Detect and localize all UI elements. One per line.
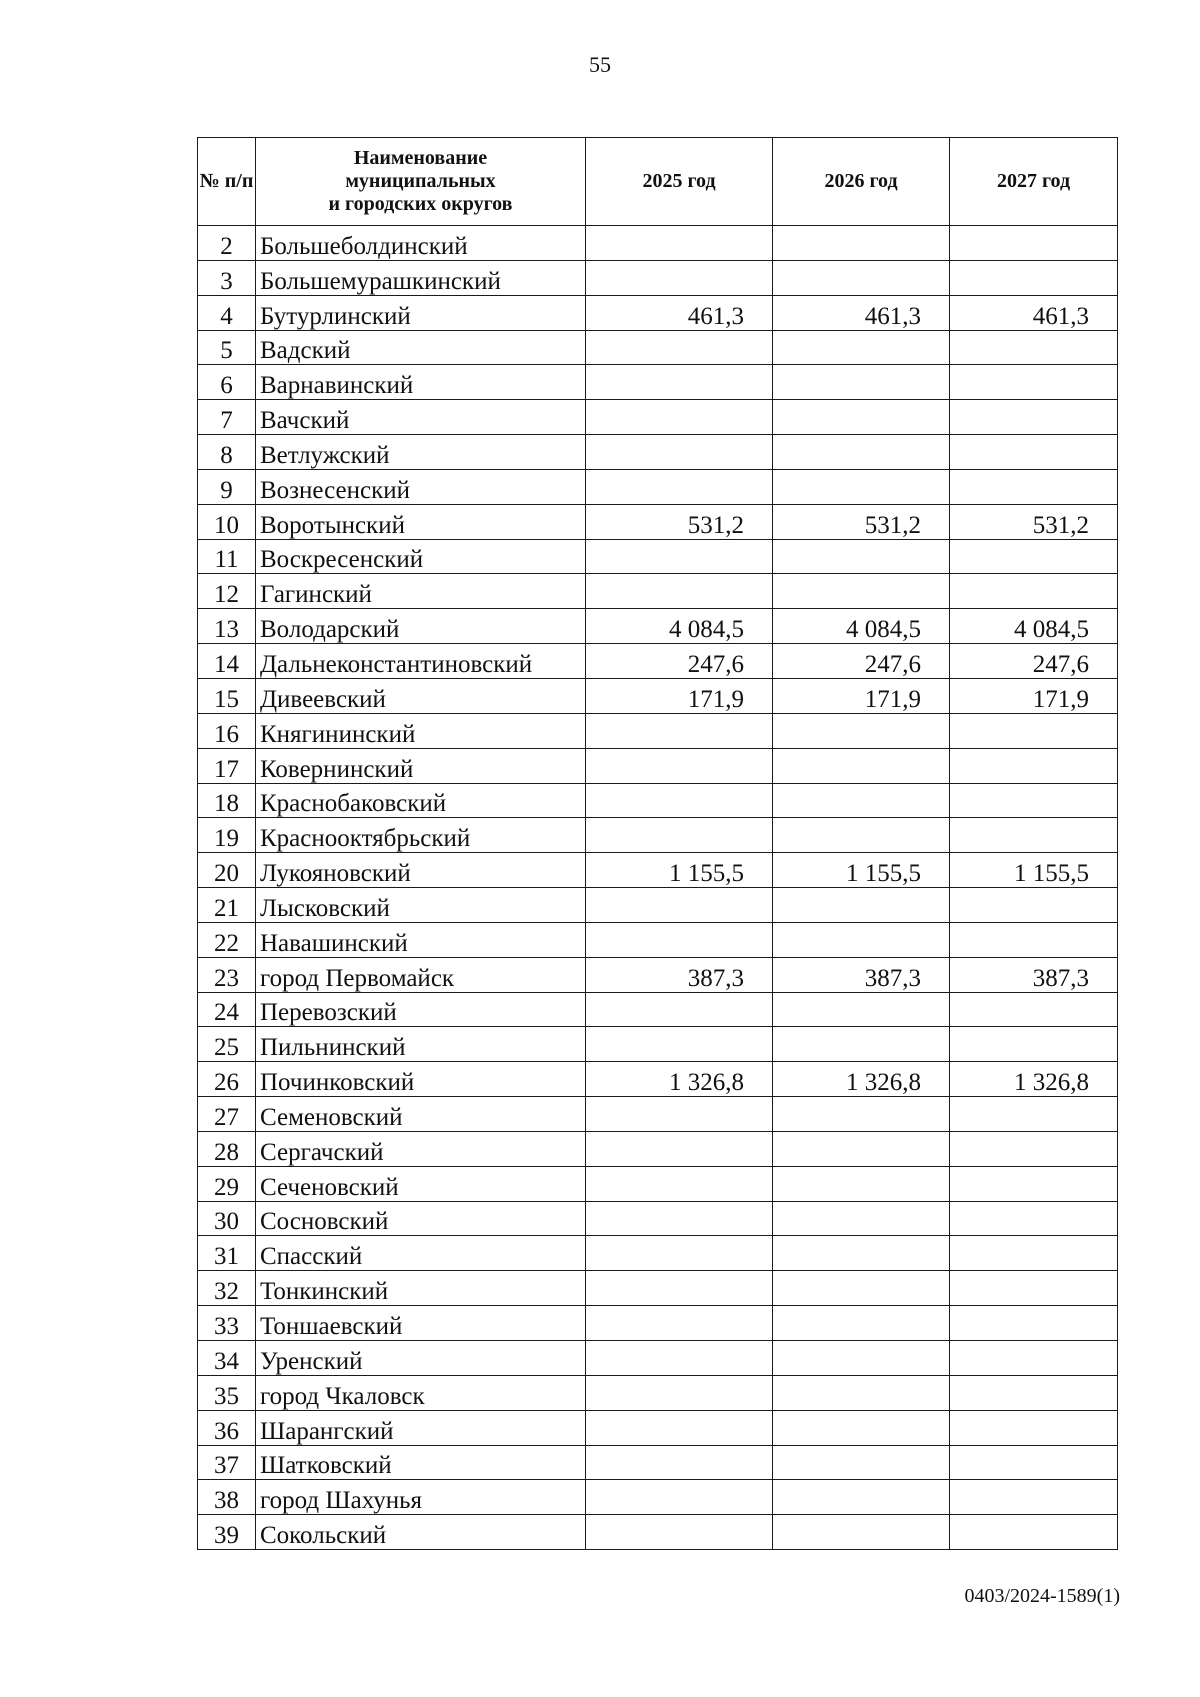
row-value-2025 bbox=[586, 226, 773, 261]
table-row bbox=[198, 574, 1118, 609]
row-value-2025: 387,3 bbox=[586, 957, 773, 992]
table-row bbox=[198, 1097, 1118, 1132]
header-name-line-3: и городских округов bbox=[328, 193, 513, 215]
row-value-2027: 4 084,5 bbox=[950, 609, 1118, 644]
table-row bbox=[198, 504, 1118, 539]
row-value-2027 bbox=[950, 748, 1118, 783]
row-number: 33 bbox=[198, 1306, 256, 1341]
row-district-name: Шатковский bbox=[256, 1445, 586, 1480]
row-value-2026 bbox=[773, 400, 950, 435]
row-number: 17 bbox=[198, 748, 256, 783]
row-value-2025 bbox=[586, 1341, 773, 1376]
row-number: 39 bbox=[198, 1515, 256, 1550]
table-row bbox=[198, 539, 1118, 574]
row-value-2025 bbox=[586, 1201, 773, 1236]
row-district-name: Починковский bbox=[256, 1062, 586, 1097]
row-value-2027 bbox=[950, 1410, 1118, 1445]
row-value-2025: 461,3 bbox=[586, 295, 773, 330]
row-value-2027 bbox=[950, 539, 1118, 574]
row-value-2026 bbox=[773, 1375, 950, 1410]
row-value-2025 bbox=[586, 1410, 773, 1445]
row-value-2026 bbox=[773, 1410, 950, 1445]
page-number: 55 bbox=[589, 52, 611, 77]
row-value-2027 bbox=[950, 1480, 1118, 1515]
row-value-2026 bbox=[773, 888, 950, 923]
row-district-name: Тоншаевский bbox=[256, 1306, 586, 1341]
row-district-name: город Шахунья bbox=[256, 1480, 586, 1515]
table-row bbox=[198, 748, 1118, 783]
row-value-2026 bbox=[773, 818, 950, 853]
table-body bbox=[198, 226, 1118, 1550]
row-value-2026: 387,3 bbox=[773, 957, 950, 992]
row-district-name: город Первомайск bbox=[256, 957, 586, 992]
row-value-2027: 1 155,5 bbox=[950, 853, 1118, 888]
row-value-2025 bbox=[586, 435, 773, 470]
row-value-2025 bbox=[586, 469, 773, 504]
row-value-2026 bbox=[773, 435, 950, 470]
row-value-2026 bbox=[773, 330, 950, 365]
table-row bbox=[198, 435, 1118, 470]
row-number: 34 bbox=[198, 1341, 256, 1376]
table-row bbox=[198, 469, 1118, 504]
row-number: 31 bbox=[198, 1236, 256, 1271]
table-row bbox=[198, 957, 1118, 992]
row-value-2026 bbox=[773, 1236, 950, 1271]
document-code: 0403/2024-1589(1) bbox=[964, 1585, 1120, 1607]
row-district-name: Уренский bbox=[256, 1341, 586, 1376]
table-row bbox=[198, 992, 1118, 1027]
table-row bbox=[198, 1341, 1118, 1376]
row-value-2025 bbox=[586, 713, 773, 748]
row-value-2027 bbox=[950, 1201, 1118, 1236]
row-value-2026 bbox=[773, 539, 950, 574]
row-district-name: Сергачский bbox=[256, 1131, 586, 1166]
row-value-2025 bbox=[586, 1097, 773, 1132]
row-value-2027 bbox=[950, 992, 1118, 1027]
row-value-2025: 1 326,8 bbox=[586, 1062, 773, 1097]
row-district-name: город Чкаловск bbox=[256, 1375, 586, 1410]
row-value-2025 bbox=[586, 1480, 773, 1515]
row-number: 37 bbox=[198, 1445, 256, 1480]
row-value-2025 bbox=[586, 1271, 773, 1306]
row-district-name: Сосновский bbox=[256, 1201, 586, 1236]
row-value-2027: 461,3 bbox=[950, 295, 1118, 330]
row-district-name: Краснобаковский bbox=[256, 783, 586, 818]
table-row bbox=[198, 1201, 1118, 1236]
row-number: 28 bbox=[198, 1131, 256, 1166]
row-value-2027 bbox=[950, 1131, 1118, 1166]
row-number: 2 bbox=[198, 226, 256, 261]
row-value-2026 bbox=[773, 260, 950, 295]
row-value-2025 bbox=[586, 365, 773, 400]
row-number: 25 bbox=[198, 1027, 256, 1062]
row-district-name: Ветлужский bbox=[256, 435, 586, 470]
row-district-name: Шарангский bbox=[256, 1410, 586, 1445]
table-row bbox=[198, 330, 1118, 365]
row-value-2027 bbox=[950, 922, 1118, 957]
row-district-name: Лысковский bbox=[256, 888, 586, 923]
row-value-2025 bbox=[586, 539, 773, 574]
row-value-2026 bbox=[773, 1306, 950, 1341]
row-district-name: Большемурашкинский bbox=[256, 260, 586, 295]
row-value-2027 bbox=[950, 1236, 1118, 1271]
row-value-2026 bbox=[773, 783, 950, 818]
row-value-2027 bbox=[950, 818, 1118, 853]
header-name-line-2: муниципальных bbox=[345, 170, 496, 192]
row-value-2026: 531,2 bbox=[773, 504, 950, 539]
row-number: 18 bbox=[198, 783, 256, 818]
row-value-2027 bbox=[950, 1445, 1118, 1480]
table-row bbox=[198, 1236, 1118, 1271]
row-number: 30 bbox=[198, 1201, 256, 1236]
row-value-2026 bbox=[773, 748, 950, 783]
row-value-2025 bbox=[586, 1131, 773, 1166]
row-district-name: Вознесенский bbox=[256, 469, 586, 504]
row-value-2026 bbox=[773, 365, 950, 400]
row-number: 7 bbox=[198, 400, 256, 435]
row-district-name: Бутурлинский bbox=[256, 295, 586, 330]
row-value-2026 bbox=[773, 922, 950, 957]
table-row bbox=[198, 1410, 1118, 1445]
row-number: 6 bbox=[198, 365, 256, 400]
table-row bbox=[198, 1375, 1118, 1410]
row-number: 27 bbox=[198, 1097, 256, 1132]
row-value-2027 bbox=[950, 226, 1118, 261]
row-district-name: Перевозский bbox=[256, 992, 586, 1027]
row-value-2027 bbox=[950, 260, 1118, 295]
row-value-2027 bbox=[950, 1271, 1118, 1306]
row-value-2026: 4 084,5 bbox=[773, 609, 950, 644]
table-row bbox=[198, 818, 1118, 853]
row-number: 16 bbox=[198, 713, 256, 748]
row-value-2025 bbox=[586, 1515, 773, 1550]
row-district-name: Сеченовский bbox=[256, 1166, 586, 1201]
row-district-name: Тонкинский bbox=[256, 1271, 586, 1306]
row-value-2027 bbox=[950, 888, 1118, 923]
row-district-name: Варнавинский bbox=[256, 365, 586, 400]
table-row bbox=[198, 1480, 1118, 1515]
row-value-2026: 461,3 bbox=[773, 295, 950, 330]
header-num: № п/п bbox=[198, 138, 256, 226]
row-value-2027 bbox=[950, 469, 1118, 504]
row-district-name: Дальнеконстантиновский bbox=[256, 644, 586, 679]
table-row bbox=[198, 644, 1118, 679]
table-header-row bbox=[198, 138, 1118, 226]
table-row bbox=[198, 1271, 1118, 1306]
row-value-2027: 247,6 bbox=[950, 644, 1118, 679]
table-row bbox=[198, 888, 1118, 923]
row-value-2025 bbox=[586, 260, 773, 295]
table-row bbox=[198, 295, 1118, 330]
row-number: 4 bbox=[198, 295, 256, 330]
row-value-2025 bbox=[586, 330, 773, 365]
row-value-2026 bbox=[773, 1341, 950, 1376]
row-value-2027: 1 326,8 bbox=[950, 1062, 1118, 1097]
table-row bbox=[198, 1062, 1118, 1097]
row-value-2025 bbox=[586, 400, 773, 435]
row-district-name: Семеновский bbox=[256, 1097, 586, 1132]
row-value-2026 bbox=[773, 1131, 950, 1166]
row-number: 24 bbox=[198, 992, 256, 1027]
row-value-2025 bbox=[586, 818, 773, 853]
row-value-2026 bbox=[773, 1097, 950, 1132]
table-row bbox=[198, 783, 1118, 818]
table-row bbox=[198, 400, 1118, 435]
row-value-2025 bbox=[586, 1375, 773, 1410]
row-number: 8 bbox=[198, 435, 256, 470]
row-value-2026 bbox=[773, 469, 950, 504]
table-row bbox=[198, 678, 1118, 713]
row-value-2026: 247,6 bbox=[773, 644, 950, 679]
table-row bbox=[198, 713, 1118, 748]
row-value-2025: 531,2 bbox=[586, 504, 773, 539]
row-value-2027 bbox=[950, 400, 1118, 435]
row-value-2027 bbox=[950, 1306, 1118, 1341]
table-row bbox=[198, 260, 1118, 295]
allocation-table bbox=[197, 137, 1118, 1550]
row-number: 12 bbox=[198, 574, 256, 609]
row-value-2026: 171,9 bbox=[773, 678, 950, 713]
row-number: 9 bbox=[198, 469, 256, 504]
row-number: 13 bbox=[198, 609, 256, 644]
row-number: 26 bbox=[198, 1062, 256, 1097]
header-name-line-1: Наименование bbox=[353, 147, 488, 169]
row-value-2026 bbox=[773, 1445, 950, 1480]
row-number: 36 bbox=[198, 1410, 256, 1445]
row-value-2026 bbox=[773, 1027, 950, 1062]
row-number: 21 bbox=[198, 888, 256, 923]
row-value-2026 bbox=[773, 574, 950, 609]
table-row bbox=[198, 1166, 1118, 1201]
table-row bbox=[198, 1445, 1118, 1480]
row-district-name: Володарский bbox=[256, 609, 586, 644]
row-value-2025 bbox=[586, 574, 773, 609]
row-value-2027 bbox=[950, 435, 1118, 470]
row-value-2026 bbox=[773, 226, 950, 261]
row-number: 35 bbox=[198, 1375, 256, 1410]
row-value-2026 bbox=[773, 1201, 950, 1236]
row-value-2026 bbox=[773, 1166, 950, 1201]
row-number: 38 bbox=[198, 1480, 256, 1515]
row-value-2025: 171,9 bbox=[586, 678, 773, 713]
row-value-2027 bbox=[950, 783, 1118, 818]
row-district-name: Гагинский bbox=[256, 574, 586, 609]
row-district-name: Ковернинский bbox=[256, 748, 586, 783]
row-value-2027 bbox=[950, 365, 1118, 400]
row-value-2025: 247,6 bbox=[586, 644, 773, 679]
row-district-name: Дивеевский bbox=[256, 678, 586, 713]
row-value-2027 bbox=[950, 713, 1118, 748]
row-value-2025: 1 155,5 bbox=[586, 853, 773, 888]
row-value-2025 bbox=[586, 922, 773, 957]
row-district-name: Большеболдинский bbox=[256, 226, 586, 261]
row-district-name: Княгининский bbox=[256, 713, 586, 748]
table-row bbox=[198, 226, 1118, 261]
row-number: 29 bbox=[198, 1166, 256, 1201]
row-number: 3 bbox=[198, 260, 256, 295]
row-district-name: Спасский bbox=[256, 1236, 586, 1271]
row-value-2025 bbox=[586, 1166, 773, 1201]
header-2026: 2026 год bbox=[773, 138, 950, 226]
row-value-2027 bbox=[950, 1027, 1118, 1062]
row-value-2025 bbox=[586, 1306, 773, 1341]
table-row bbox=[198, 922, 1118, 957]
table-row bbox=[198, 1131, 1118, 1166]
table-row bbox=[198, 1515, 1118, 1550]
table-row bbox=[198, 853, 1118, 888]
row-value-2025 bbox=[586, 783, 773, 818]
row-value-2025 bbox=[586, 748, 773, 783]
header-name bbox=[256, 138, 586, 226]
header-2027: 2027 год bbox=[950, 138, 1118, 226]
row-number: 22 bbox=[198, 922, 256, 957]
row-value-2025 bbox=[586, 1445, 773, 1480]
row-number: 15 bbox=[198, 678, 256, 713]
row-number: 10 bbox=[198, 504, 256, 539]
row-value-2027 bbox=[950, 1341, 1118, 1376]
row-district-name: Навашинский bbox=[256, 922, 586, 957]
row-district-name: Воротынский bbox=[256, 504, 586, 539]
row-value-2025 bbox=[586, 992, 773, 1027]
row-district-name: Вачский bbox=[256, 400, 586, 435]
table-row bbox=[198, 609, 1118, 644]
row-number: 32 bbox=[198, 1271, 256, 1306]
row-value-2027 bbox=[950, 1166, 1118, 1201]
row-district-name: Воскресенский bbox=[256, 539, 586, 574]
row-number: 14 bbox=[198, 644, 256, 679]
row-value-2027: 531,2 bbox=[950, 504, 1118, 539]
row-district-name: Пильнинский bbox=[256, 1027, 586, 1062]
row-value-2027 bbox=[950, 574, 1118, 609]
row-value-2025 bbox=[586, 888, 773, 923]
table-row bbox=[198, 1027, 1118, 1062]
row-value-2027 bbox=[950, 330, 1118, 365]
table-row bbox=[198, 365, 1118, 400]
row-value-2025: 4 084,5 bbox=[586, 609, 773, 644]
row-number: 20 bbox=[198, 853, 256, 888]
row-district-name: Сокольский bbox=[256, 1515, 586, 1550]
row-value-2026 bbox=[773, 713, 950, 748]
row-value-2025 bbox=[586, 1027, 773, 1062]
row-value-2026 bbox=[773, 1271, 950, 1306]
row-value-2027 bbox=[950, 1515, 1118, 1550]
table-row bbox=[198, 1306, 1118, 1341]
row-number: 11 bbox=[198, 539, 256, 574]
row-district-name: Краснооктябрьский bbox=[256, 818, 586, 853]
header-2025: 2025 год bbox=[586, 138, 773, 226]
row-value-2026 bbox=[773, 992, 950, 1027]
row-number: 5 bbox=[198, 330, 256, 365]
row-value-2027: 387,3 bbox=[950, 957, 1118, 992]
row-value-2027 bbox=[950, 1375, 1118, 1410]
row-value-2026: 1 326,8 bbox=[773, 1062, 950, 1097]
row-value-2026: 1 155,5 bbox=[773, 853, 950, 888]
row-value-2027 bbox=[950, 1097, 1118, 1132]
row-number: 19 bbox=[198, 818, 256, 853]
row-value-2025 bbox=[586, 1236, 773, 1271]
row-value-2027: 171,9 bbox=[950, 678, 1118, 713]
row-value-2026 bbox=[773, 1515, 950, 1550]
row-value-2026 bbox=[773, 1480, 950, 1515]
row-district-name: Вадский bbox=[256, 330, 586, 365]
row-number: 23 bbox=[198, 957, 256, 992]
row-district-name: Лукояновский bbox=[256, 853, 586, 888]
